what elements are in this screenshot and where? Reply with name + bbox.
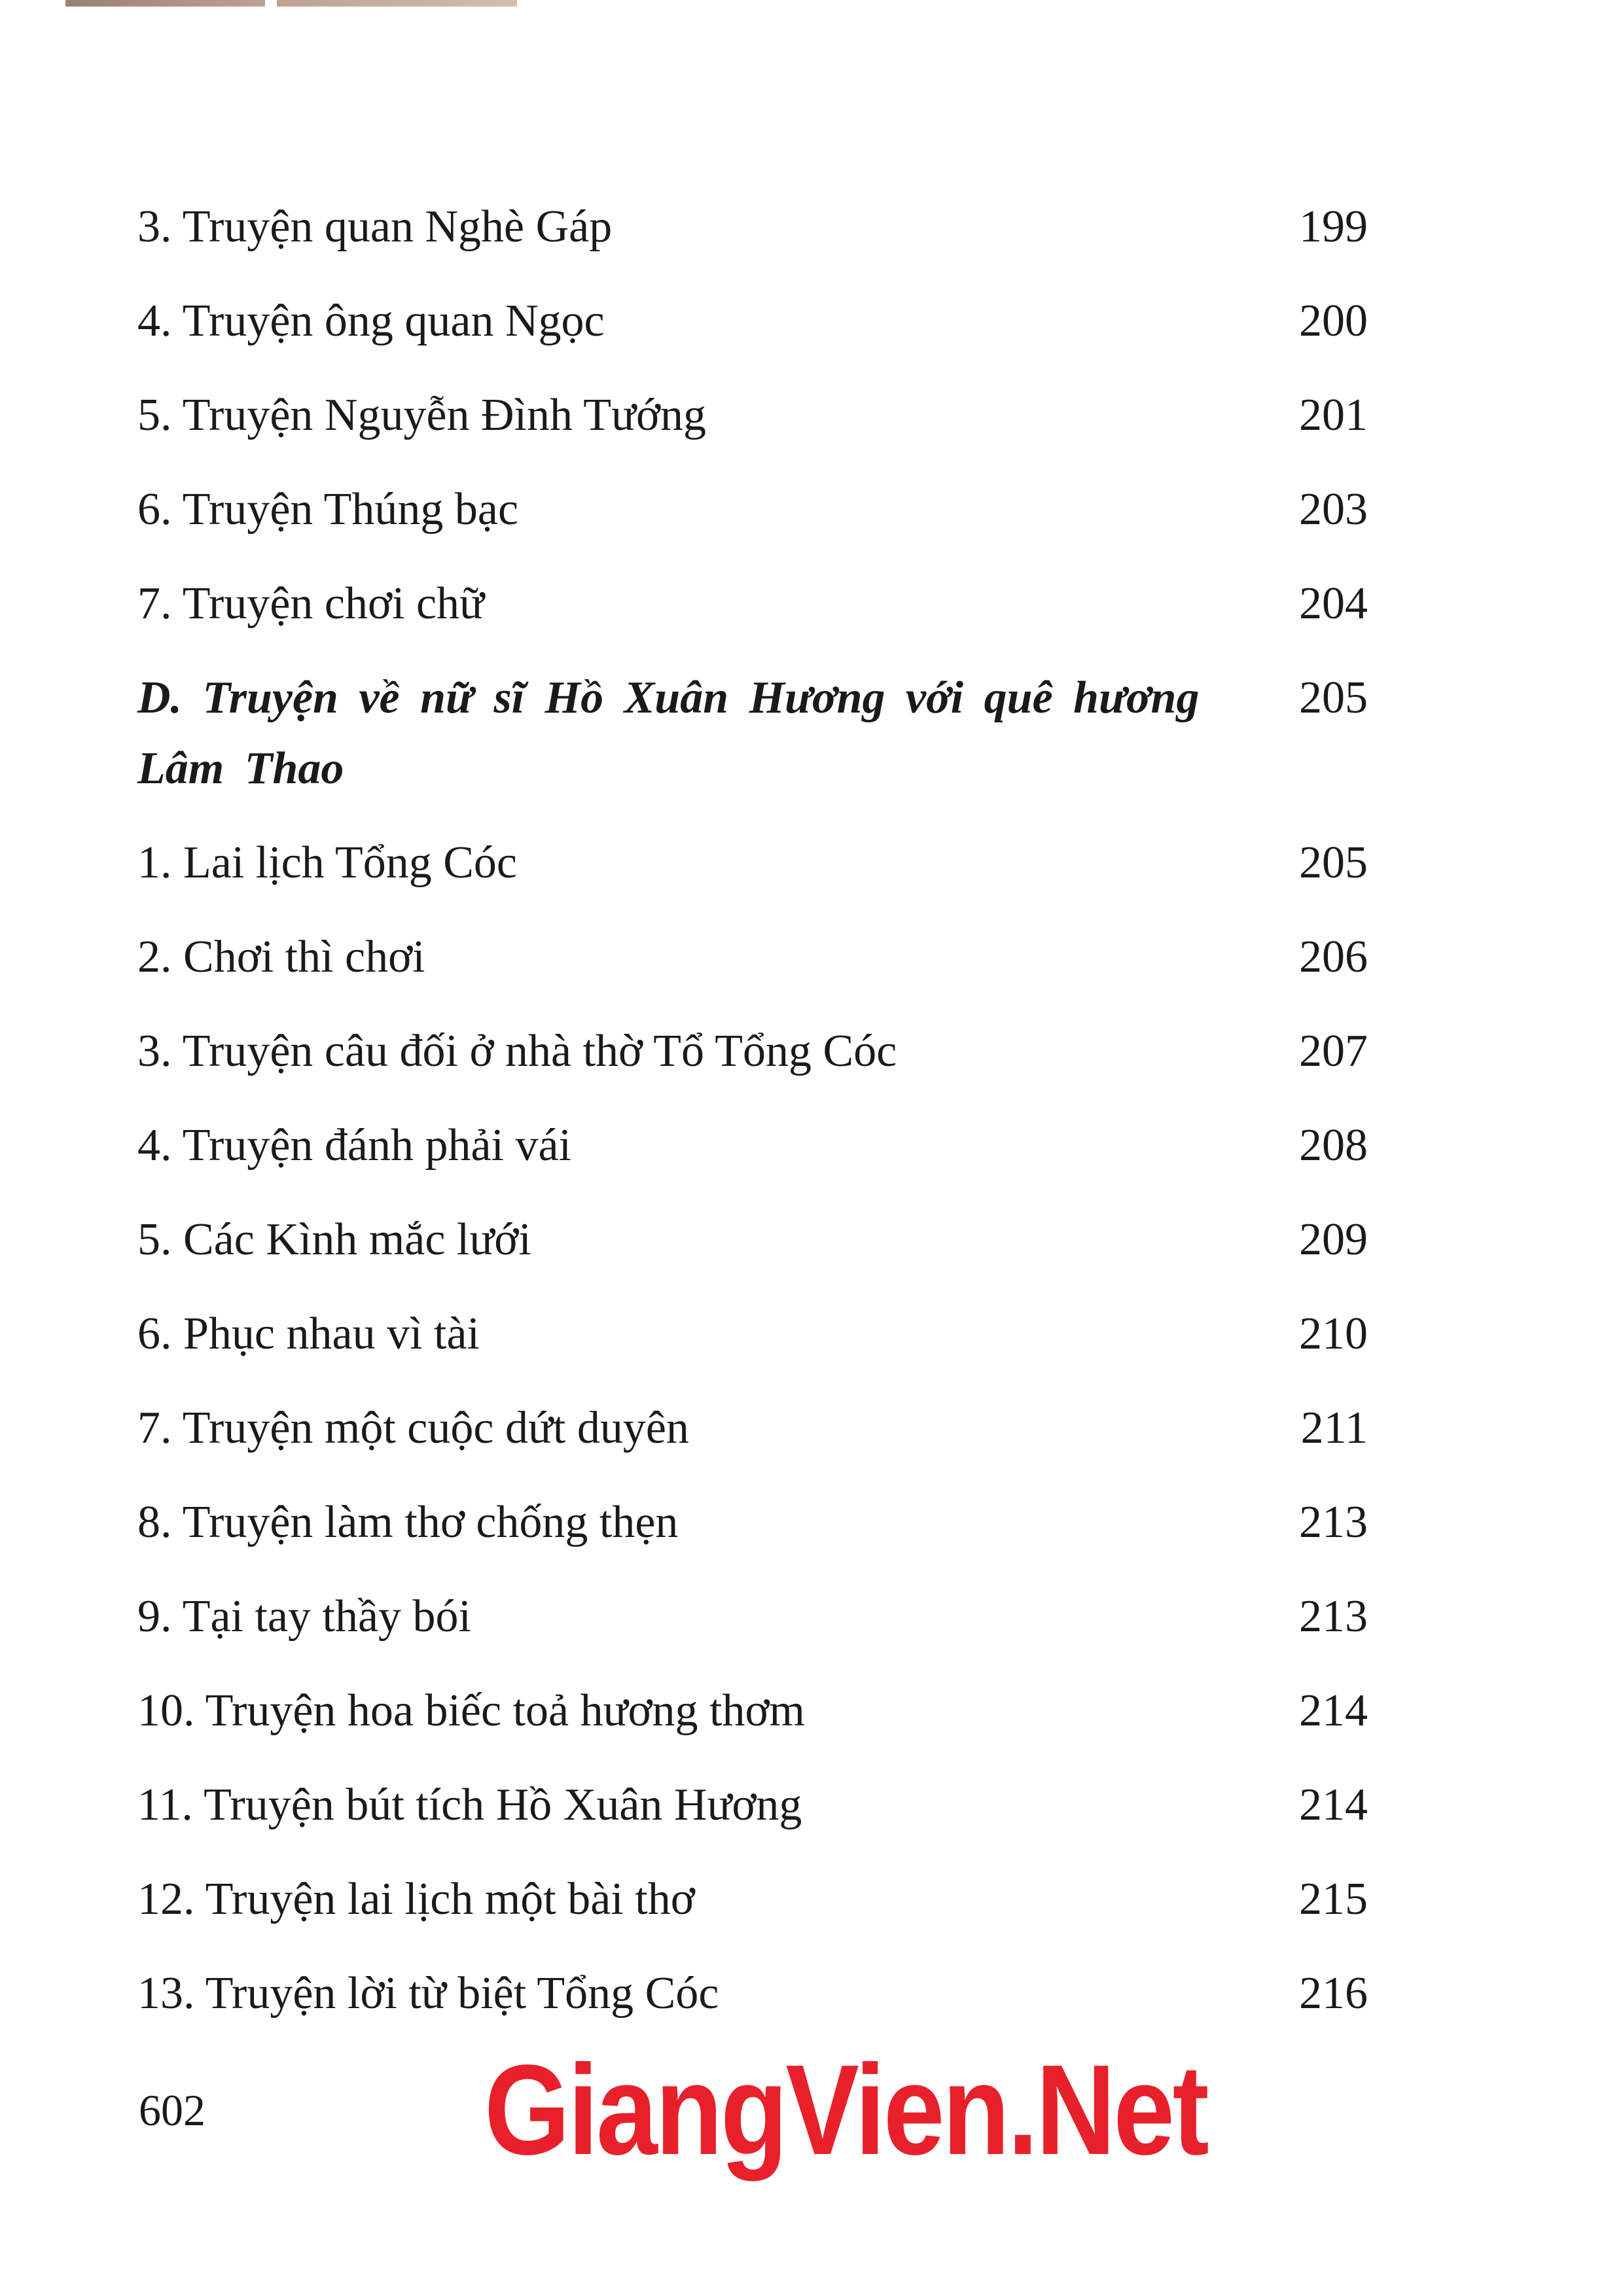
toc-entry-page: 216	[1299, 1968, 1368, 2019]
toc-entry-page: 214	[1299, 1686, 1368, 1736]
toc-entry-page: 215	[1299, 1874, 1368, 1924]
toc-entry-title: 12. Truyện lai lịch một bài thơ	[137, 1874, 695, 1924]
toc-section-title: D. Truyện về nữ sĩ Hồ Xuân Hương với quê hương Lâm Thao	[137, 673, 1200, 794]
toc-entry	[137, 816, 1368, 910]
top-edge-gap	[265, 0, 277, 7]
toc-entry-page: 199	[1299, 202, 1368, 252]
toc-entry-title: 5. Các Kình mắc lưới	[137, 1214, 531, 1265]
toc-entry-page: 207	[1299, 1026, 1368, 1076]
page-number: 602	[139, 2085, 205, 2135]
toc-entry-page: 200	[1299, 296, 1368, 346]
toc-entry-page: 203	[1299, 484, 1368, 535]
toc-entry-page: 205	[1299, 673, 1368, 723]
toc-entry-page: 201	[1299, 390, 1368, 440]
toc-entry-page: 205	[1299, 838, 1368, 888]
toc-entry-title: 4. Truyện đánh phải vái	[137, 1120, 572, 1171]
toc-entry	[137, 1193, 1368, 1287]
toc-entry-title: 3. Truyện câu đối ở nhà thờ Tổ Tổng Cóc	[137, 1026, 897, 1076]
table-of-contents	[137, 180, 1368, 2041]
toc-entry-title: 13. Truyện lời từ biệt Tổng Cóc	[137, 1968, 719, 2019]
toc-entry-page: 213	[1299, 1497, 1368, 1547]
top-edge-decoration	[65, 0, 517, 7]
toc-entry	[137, 1099, 1368, 1193]
toc-entry	[137, 1758, 1368, 1852]
toc-entry	[137, 180, 1368, 274]
toc-entry-title: 2. Chơi thì chơi	[137, 932, 425, 982]
toc-entry	[137, 463, 1368, 557]
toc-entry-title: 6. Truyện Thúng bạc	[137, 484, 519, 535]
toc-entry	[137, 1664, 1368, 1758]
toc-entry-page: 213	[1299, 1591, 1368, 1642]
watermark-logo: GiangVien.Net	[484, 2038, 1207, 2181]
toc-entry-title: 1. Lai lịch Tổng Cóc	[137, 838, 517, 888]
toc-entry-page: 208	[1299, 1120, 1368, 1171]
toc-entry	[137, 1475, 1368, 1570]
toc-entry	[137, 274, 1368, 368]
toc-entry	[137, 910, 1368, 1004]
toc-entry-title: 7. Truyện một cuộc dứt duyên	[137, 1403, 689, 1453]
toc-entry	[137, 1570, 1368, 1664]
toc-entry-page: 204	[1299, 578, 1368, 629]
toc-entry	[137, 1287, 1368, 1381]
toc-entry-title: 7. Truyện chơi chữ	[137, 578, 484, 629]
toc-entry-title: 8. Truyện làm thơ chống thẹn	[137, 1497, 679, 1547]
toc-entry-page: 214	[1299, 1780, 1368, 1830]
toc-entry	[137, 1947, 1368, 2041]
toc-entry-title: 3. Truyện quan Nghè Gáp	[137, 202, 613, 252]
toc-entry	[137, 1381, 1368, 1475]
toc-entry	[137, 1852, 1368, 1947]
toc-entry-page: 211	[1300, 1403, 1368, 1453]
toc-entry	[137, 557, 1368, 651]
toc-entry-page: 206	[1299, 932, 1368, 982]
toc-section-heading	[137, 651, 1368, 816]
toc-entry	[137, 368, 1368, 463]
toc-entry-page: 209	[1299, 1214, 1368, 1265]
toc-entry-title: 9. Tại tay thầy bói	[137, 1591, 471, 1642]
toc-entry-title: 5. Truyện Nguyễn Đình Tướng	[137, 390, 706, 440]
toc-entry-title: 10. Truyện hoa biếc toả hương thơm	[137, 1686, 805, 1736]
toc-entry-page: 210	[1299, 1309, 1368, 1359]
toc-entry-title: 11. Truyện bút tích Hồ Xuân Hương	[137, 1780, 802, 1830]
toc-entry-title: 4. Truyện ông quan Ngọc	[137, 296, 605, 346]
toc-entry	[137, 1004, 1368, 1099]
toc-entry-title: 6. Phục nhau vì tài	[137, 1309, 480, 1359]
